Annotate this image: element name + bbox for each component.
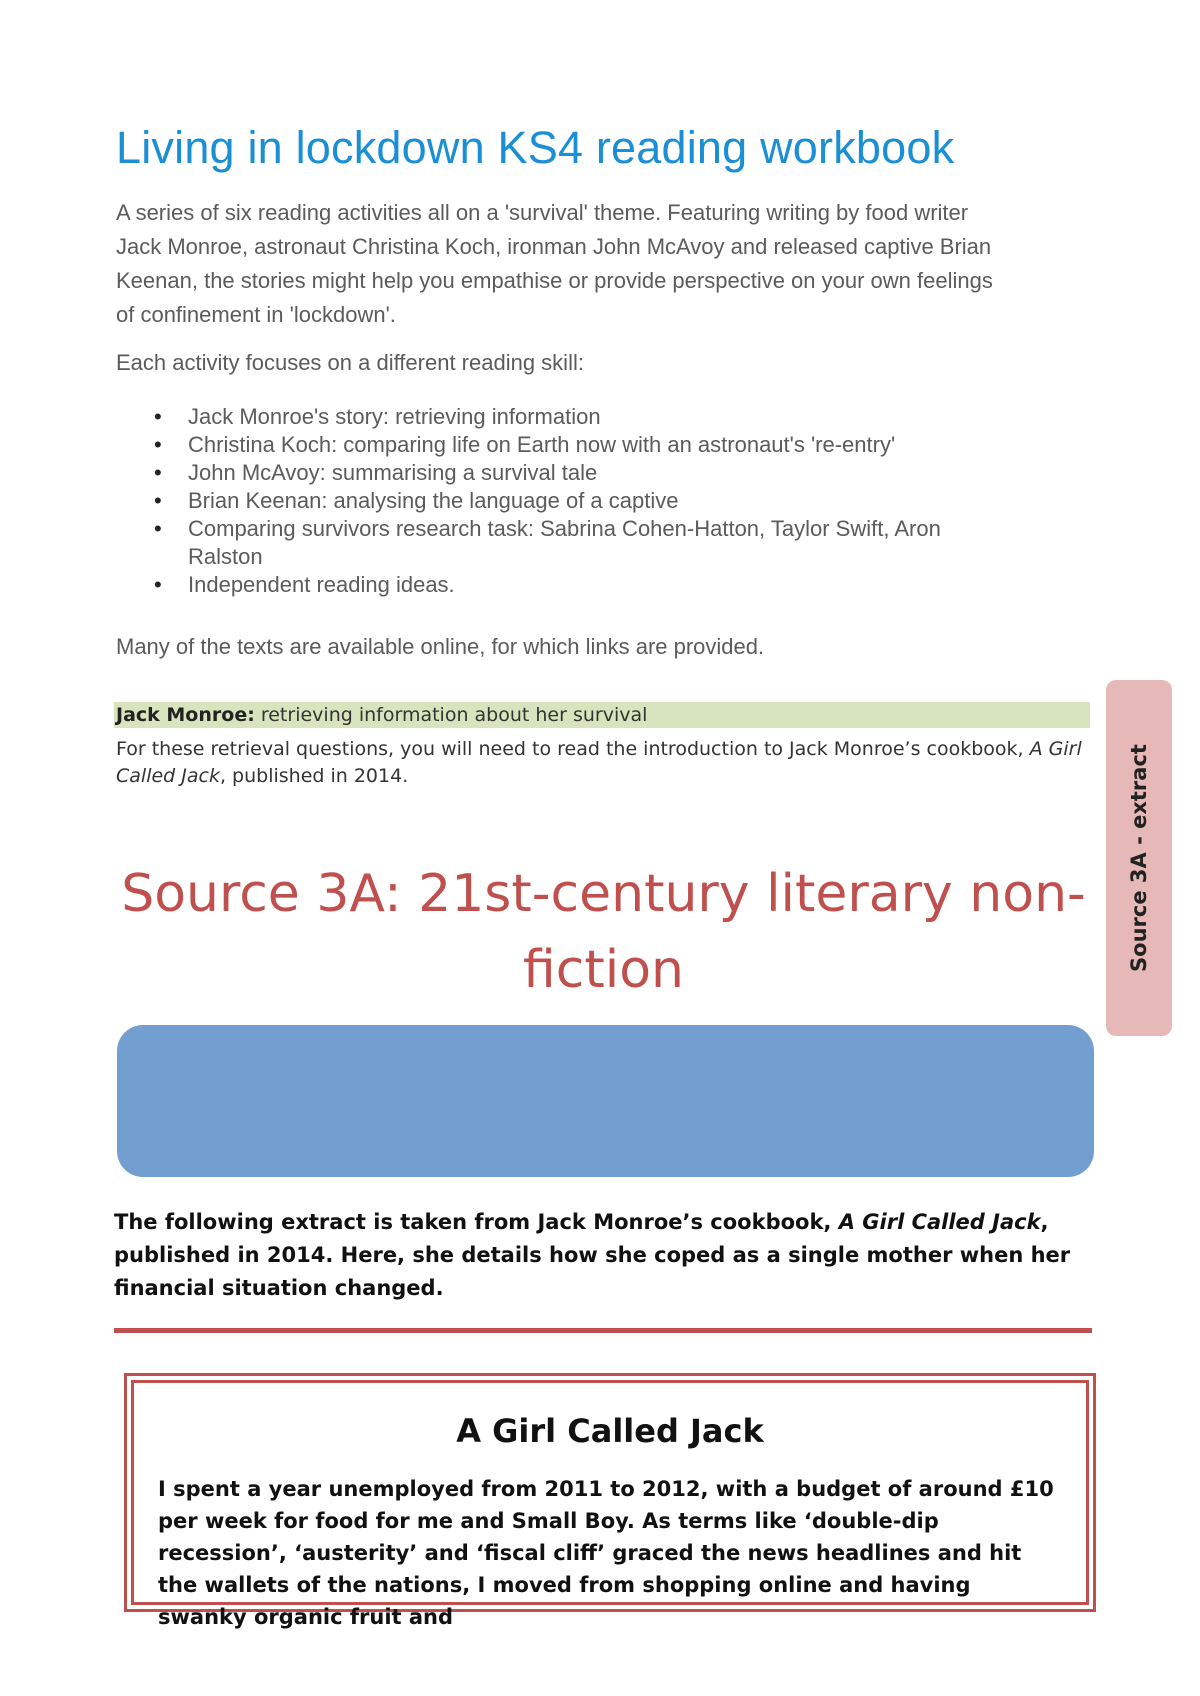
bullet-icon: • — [154, 488, 162, 513]
bullet-icon: • — [154, 460, 162, 485]
book-title: A Girl Called Jack — [838, 1210, 1041, 1234]
activity-heading-bar — [114, 702, 1090, 728]
list-item: • Comparing survivors research task: Sabrina Cohen-Hatton, Taylor Swift, Aron Ralston — [154, 516, 941, 569]
bullet-icon: • — [154, 516, 162, 541]
blue-banner-box — [117, 1025, 1094, 1177]
side-tab-label: Source 3A - extract — [1127, 744, 1151, 972]
links-note: Many of the texts are available online, for which links are provided. — [116, 634, 765, 659]
skills-list — [150, 403, 1010, 599]
source-heading: Source 3A: 21st-century literary non-fiction — [121, 864, 1086, 1000]
extract-title: A Girl Called Jack — [456, 1412, 764, 1450]
bullet-icon: • — [154, 404, 162, 429]
intro-paragraph: A series of six reading activities all on a 'survival' theme. Featuring writing by food writer Jack Monroe, astronaut Christina Koch, ironman John McAvoy and released captive Brian Keenan, the stories might help you empathise or provide perspective on your own feelings of confinement in 'lockdown'. — [116, 200, 993, 327]
extract-box-inner — [131, 1380, 1089, 1629]
side-tab — [1106, 680, 1172, 1036]
bullet-icon: • — [154, 432, 162, 457]
list-item: • Jack Monroe's story: retrieving information — [154, 404, 601, 429]
activity-description: For these retrieval questions, you will need to read the introduction to Jack Monroe’s cookbook, A Girl Called Jack, published in 2014. — [116, 738, 1082, 787]
list-item: • Independent reading ideas. — [154, 572, 455, 597]
extract-body: I spent a year unemployed from 2011 to 2012, with a budget of around £10 per week for food for me and Small Boy. As terms like ‘double-dip recession’, ‘austerity’ and ‘fiscal cliff’ graced the news headlines and hit the wallets of the nations, I moved from shopping online and having swanky organic fruit and — [158, 1477, 1054, 1629]
skills-intro: Each activity focuses on a different reading skill: — [116, 350, 584, 375]
book-title: A Girl Called Jack — [116, 738, 1082, 787]
divider — [114, 1328, 1092, 1333]
list-item: • Christina Koch: comparing life on Earth now with an astronaut's 're-entry' — [154, 432, 896, 457]
bullet-icon: • — [154, 572, 162, 597]
list-item: • John McAvoy: summarising a survival tale — [154, 460, 598, 485]
page-title: Living in lockdown KS4 reading workbook — [116, 122, 955, 173]
activity-name: Jack Monroe: — [116, 704, 255, 726]
extract-box — [124, 1373, 1096, 1629]
extract-intro: The following extract is taken from Jack Monroe’s cookbook, A Girl Called Jack, published in 2014. Here, she details how she coped as a single mother when her financial situation changed. — [114, 1210, 1071, 1300]
activity-skill: retrieving information about her survival — [254, 704, 648, 726]
list-item: • Brian Keenan: analysing the language of a captive — [154, 488, 679, 513]
